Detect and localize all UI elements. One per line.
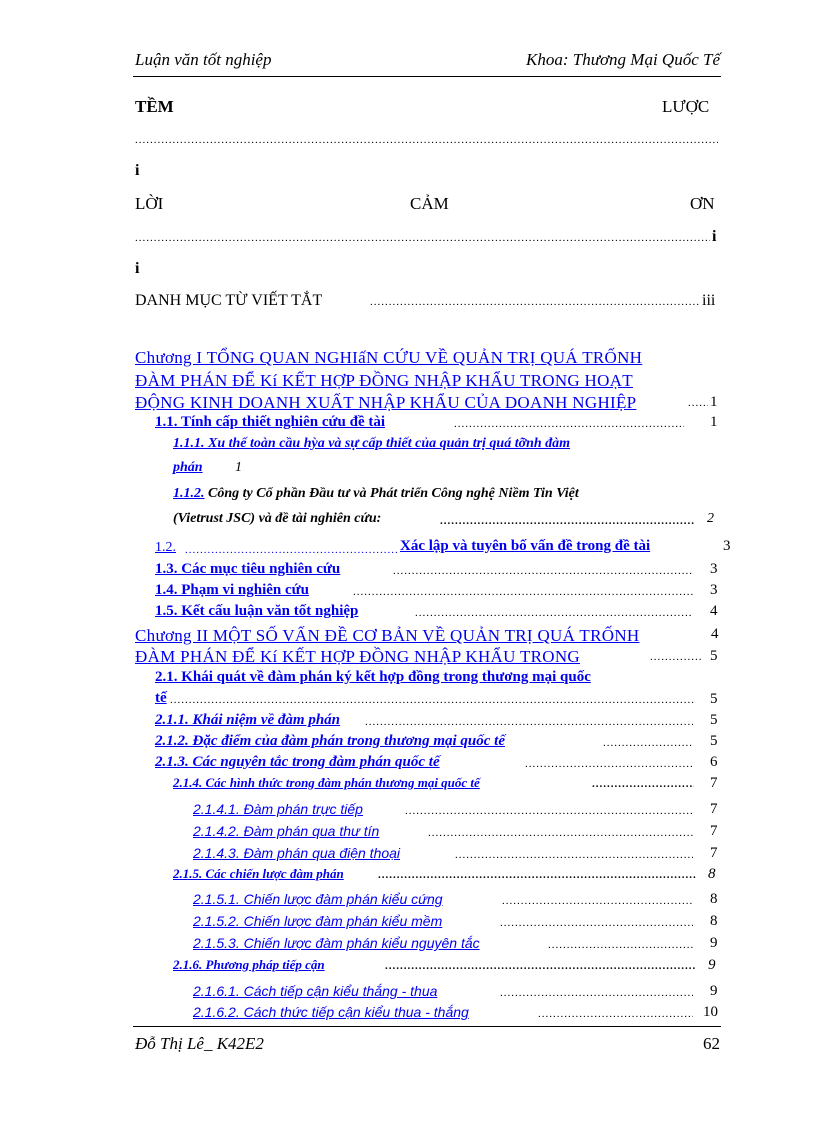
toc-leader <box>538 1008 693 1020</box>
toc-ch1-line1[interactable]: Chương I TỔNG QUAN NGHIấN CỨU VỀ QUẢN TRỊ QUÁ TRỐNH <box>135 348 643 367</box>
toc-s11-page: 1 <box>710 414 718 430</box>
footer-rule <box>133 1026 721 1027</box>
toc-s215[interactable]: 2.1.5. Các chiến lược đàm phán <box>173 866 344 881</box>
toc-s12[interactable]: Xác lập và tuyên bố vấn đề trong đề tài <box>400 538 651 554</box>
toc-s15[interactable]: 1.5. Kết cấu luận văn tốt nghiệp <box>155 603 359 619</box>
toc-ch1-page: 1 <box>710 394 718 410</box>
toc-leader <box>353 586 693 598</box>
toc-s112-line1[interactable] <box>173 486 579 502</box>
toc-s112-num[interactable]: 1.1.2. <box>173 486 205 501</box>
toc-s112-page: 2 <box>707 511 714 526</box>
toc-tomluoc-page: i <box>135 162 140 179</box>
page-footer <box>135 1034 720 1058</box>
toc-loicamon-word1: LỜI <box>135 194 164 213</box>
toc-ch1-line2[interactable]: ĐÀM PHÁN ĐỂ Kí KẾT HỢP ĐỒNG NHẬP KHẨU TRONG HOẠT <box>135 371 633 390</box>
toc-s214[interactable]: 2.1.4. Các hình thức trong đàm phán thương mại quốc tế <box>173 775 480 790</box>
toc-leader <box>650 651 702 663</box>
toc-s2142[interactable]: 2.1.4.2. Đàm phán qua thư tín <box>193 823 380 839</box>
toc-leader <box>454 418 684 430</box>
toc-s21-page: 5 <box>710 691 718 707</box>
toc-s211[interactable]: 2.1.1. Khái niệm về đàm phán <box>155 712 341 728</box>
toc-s111-line1[interactable]: 1.1.1. Xu thế toàn cầu hỳa và sự cấp thiết của quản trị quá tỡnh đàm <box>173 436 571 451</box>
toc-s2161[interactable]: 2.1.6.1. Cách tiếp cận kiểu thắng - thua <box>193 983 438 999</box>
footer-page-number: 62 <box>703 1034 720 1053</box>
toc-ch2-line1-page: 4 <box>711 626 719 642</box>
toc-leader <box>378 869 696 881</box>
toc-ch2-line2[interactable]: ĐÀM PHÁN ĐỂ Kí KẾT HỢP ĐỒNG NHẬP KHẨU TRONG <box>135 647 580 666</box>
toc-s14[interactable]: 1.4. Phạm vi nghiên cứu <box>155 582 310 598</box>
toc-leader <box>370 296 700 308</box>
toc-s15-page: 4 <box>710 603 718 619</box>
toc-leader <box>440 515 695 527</box>
toc-s12-num[interactable]: 1.2. <box>155 540 176 555</box>
toc-s111-line2[interactable]: phán <box>173 460 203 475</box>
toc-s111-page: 1 <box>235 460 242 475</box>
toc-loicamon-word3: ƠN <box>690 194 715 213</box>
toc-leader <box>455 849 693 861</box>
toc-leader <box>393 565 693 577</box>
toc-s2141[interactable]: 2.1.4.1. Đàm phán trực tiếp <box>193 801 363 817</box>
toc-s215-page: 8 <box>708 866 716 882</box>
toc-s2141-page: 7 <box>710 801 718 817</box>
toc-s2152[interactable]: 2.1.5.2. Chiến lược đàm phán kiểu mềm <box>193 913 443 929</box>
toc-s211-page: 5 <box>710 712 718 728</box>
toc-leader <box>603 737 693 749</box>
toc-leader <box>135 232 710 244</box>
header-faculty-label: Khoa: Thương Mại Quốc Tế <box>525 50 720 69</box>
toc-leader <box>592 778 694 790</box>
toc-s212-page: 5 <box>710 733 718 749</box>
toc-ch2-line1[interactable]: Chương II MỘT SỐ VẤN ĐỀ CƠ BẢN VỀ QUẢN TRỊ QUÁ TRỐNH <box>135 626 640 645</box>
toc-danhmuc-page: iii <box>702 292 716 309</box>
toc-s214-page: 7 <box>710 775 718 791</box>
toc-s2152-page: 8 <box>710 913 718 929</box>
toc-loicamon-word2: CẢM <box>410 194 449 213</box>
toc-s13-page: 3 <box>710 561 718 577</box>
toc-s213-page: 6 <box>710 754 718 770</box>
header-rule <box>133 76 721 77</box>
toc-s2162-page: 10 <box>703 1004 718 1020</box>
toc-leader <box>548 939 693 951</box>
toc-danhmuc-label: DANH MỤC TỪ VIẾT TẮT <box>135 292 323 309</box>
toc-leader <box>385 960 696 972</box>
toc-s2153[interactable]: 2.1.5.3. Chiến lược đàm phán kiểu nguyên tắc <box>193 935 480 951</box>
toc-s2143[interactable]: 2.1.4.3. Đàm phán qua điện thoại <box>193 845 401 861</box>
toc-s112-line2[interactable]: (Vietrust JSC) và đề tài nghiên cứu: <box>173 511 382 526</box>
toc-s2142-page: 7 <box>710 823 718 839</box>
toc-leader <box>428 827 693 839</box>
toc-leader <box>365 716 693 728</box>
toc-tomluoc-word1: TỀM <box>135 97 174 116</box>
toc-s2161-page: 9 <box>710 983 718 999</box>
toc-s112-text: Công ty Cổ phần Đầu tư và Phát triển Công nghệ Niềm Tin Việt <box>204 486 579 501</box>
toc-s11[interactable]: 1.1. Tính cấp thiết nghiên cứu đề tài <box>155 414 386 430</box>
toc-s21-line1[interactable]: 2.1. Khái quát về đàm phán ký kết hợp đồng trong thương mại quốc <box>155 669 591 685</box>
toc-leader <box>170 694 695 706</box>
toc-s2143-page: 7 <box>710 845 718 861</box>
toc-leader <box>405 805 693 817</box>
toc-ch2-page: 5 <box>710 648 718 664</box>
toc-s216-page: 9 <box>708 957 716 973</box>
toc-leader <box>415 607 693 619</box>
toc-s12-page: 3 <box>723 538 731 554</box>
toc-s213[interactable]: 2.1.3. Các nguyên tắc trong đàm phán quốc tế <box>155 754 440 770</box>
toc-leader <box>688 397 708 409</box>
toc-leader <box>135 134 718 146</box>
toc-s21-line2[interactable]: tế <box>155 690 167 706</box>
toc-loicamon-page2: i <box>135 260 140 277</box>
toc-s14-page: 3 <box>710 582 718 598</box>
toc-loicamon-page: i <box>712 228 717 245</box>
toc-leader <box>525 758 693 770</box>
toc-leader <box>502 895 693 907</box>
toc-tomluoc-word2: LƯỢC <box>662 97 710 116</box>
toc-s2162[interactable]: 2.1.6.2. Cách thức tiếp cận kiểu thua - thắng <box>193 1004 469 1020</box>
header-thesis-label: Luận văn tốt nghiệp <box>135 50 272 69</box>
toc-s2153-page: 9 <box>710 935 718 951</box>
toc-s13[interactable]: 1.3. Các mục tiêu nghiên cứu <box>155 561 341 577</box>
toc-leader <box>185 544 397 556</box>
toc-s212[interactable]: 2.1.2. Đặc điểm của đàm phán trong thương mại quốc tế <box>155 733 505 749</box>
toc-s2151[interactable]: 2.1.5.1. Chiến lược đàm phán kiểu cứng <box>193 891 443 907</box>
page-header <box>135 50 720 74</box>
toc-s216[interactable]: 2.1.6. Phương pháp tiếp cận <box>173 957 325 972</box>
toc-leader <box>500 917 693 929</box>
footer-author: Đỗ Thị Lê_ K42E2 <box>135 1034 264 1053</box>
toc-ch1-line3[interactable]: ĐỘNG KINH DOANH XUẤT NHẬP KHẨU CỦA DOANH NGHIỆP <box>135 393 637 412</box>
toc-s2151-page: 8 <box>710 891 718 907</box>
toc-leader <box>500 987 693 999</box>
